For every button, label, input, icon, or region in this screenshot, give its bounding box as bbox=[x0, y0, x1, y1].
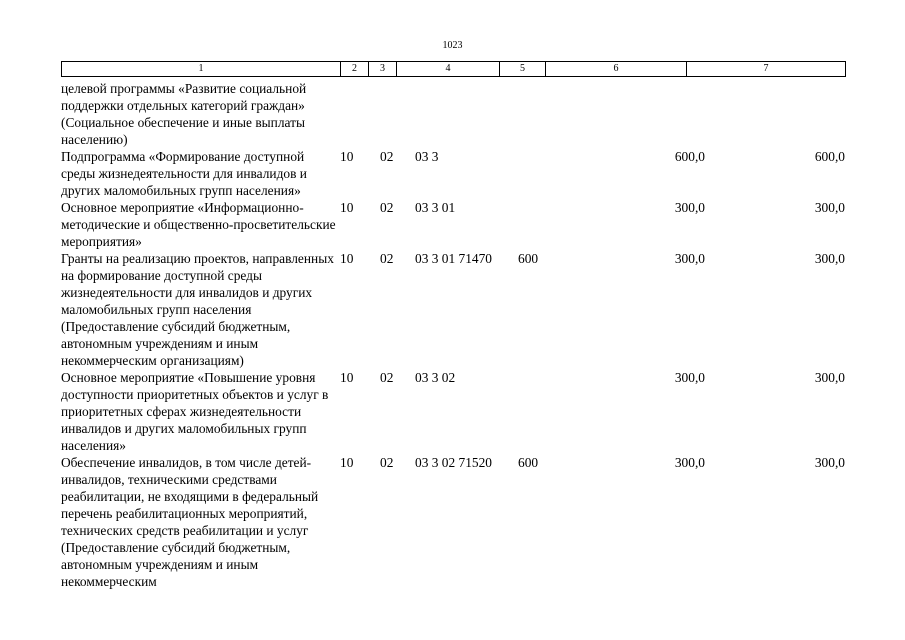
table-row bbox=[61, 148, 845, 199]
row-amount-1: 300,0 bbox=[674, 200, 705, 215]
row-section: 10 bbox=[340, 370, 354, 385]
page-number: 1023 bbox=[442, 40, 463, 51]
column-header-2: 2 bbox=[341, 62, 369, 77]
column-header-6: 6 bbox=[546, 62, 687, 77]
row-amount-2: 300,0 bbox=[814, 251, 845, 266]
row-amount-2: 300,0 bbox=[814, 200, 845, 215]
budget-table bbox=[61, 80, 845, 590]
row-expense-type: 600 bbox=[518, 251, 539, 266]
row-target-article: 03 3 bbox=[415, 149, 439, 164]
column-header-7: 7 bbox=[687, 62, 846, 77]
row-amount-1: 300,0 bbox=[674, 455, 705, 470]
table-row bbox=[61, 369, 845, 454]
row-amount-2: 300,0 bbox=[814, 455, 845, 470]
row-name: Обеспечение инвалидов, в том числе детей-инвалидов, техническими средствами реабилитации, не входящими в федеральный перечень реабилитационных мероприятий, технических средств реабилитации и услуг (Предоставление субсидий бюджетным, автономным учреждениям и иным некоммерческим bbox=[61, 455, 319, 589]
row-amount-2: 300,0 bbox=[814, 370, 845, 385]
table-row bbox=[61, 250, 845, 369]
row-amount-1: 300,0 bbox=[674, 370, 705, 385]
row-subsection: 02 bbox=[380, 200, 394, 215]
row-amount-2: 600,0 bbox=[814, 149, 845, 164]
row-section: 10 bbox=[340, 149, 354, 164]
row-expense-type bbox=[518, 80, 564, 148]
row-expense-type bbox=[518, 199, 564, 250]
row-section bbox=[340, 80, 380, 148]
row-subsection: 02 bbox=[380, 251, 394, 266]
column-header-3: 3 bbox=[369, 62, 397, 77]
row-subsection: 02 bbox=[380, 149, 394, 164]
table-row bbox=[61, 80, 845, 148]
column-header-row bbox=[61, 61, 846, 77]
row-expense-type bbox=[518, 369, 564, 454]
column-header-4: 4 bbox=[397, 62, 500, 77]
row-amount-1 bbox=[564, 80, 705, 148]
table-row bbox=[61, 454, 845, 590]
table-row bbox=[61, 199, 845, 250]
row-target-article: 03 3 02 71520 bbox=[415, 455, 492, 470]
row-target-article bbox=[415, 80, 518, 148]
row-name: целевой программы «Развитие социальной поддержки отдельных категорий граждан» (Социальное обеспечение и иные выплаты населению) bbox=[61, 81, 307, 147]
row-subsection bbox=[380, 80, 415, 148]
column-header-1: 1 bbox=[62, 62, 341, 77]
row-target-article: 03 3 01 71470 bbox=[415, 251, 492, 266]
row-amount-1: 600,0 bbox=[674, 149, 705, 164]
row-amount-2 bbox=[705, 80, 845, 148]
row-amount-1: 300,0 bbox=[674, 251, 705, 266]
row-section: 10 bbox=[340, 251, 354, 266]
row-subsection: 02 bbox=[380, 370, 394, 385]
row-name: Основное мероприятие «Информационно-методические и общественно-просветительские мероприятия» bbox=[61, 200, 336, 249]
row-subsection: 02 bbox=[380, 455, 394, 470]
row-expense-type: 600 bbox=[518, 455, 539, 470]
row-section: 10 bbox=[340, 455, 354, 470]
row-name: Подпрограмма «Формирование доступной среды жизнедеятельности для инвалидов и других маломобильных групп населения» bbox=[61, 149, 307, 198]
row-target-article: 03 3 02 bbox=[415, 370, 456, 385]
row-name: Гранты на реализацию проектов, направленных на формирование доступной среды жизнедеятельности для инвалидов и других маломобильных групп населения (Предоставление субсидий бюджетным, автономным учреждениям и иным некоммерческим организациям) bbox=[61, 251, 334, 368]
row-section: 10 bbox=[340, 200, 354, 215]
row-name: Основное мероприятие «Повышение уровня доступности приоритетных объектов и услуг в приоритетных сферах жизнедеятельности инвалидов и других маломобильных групп населения» bbox=[61, 370, 329, 453]
row-expense-type bbox=[518, 148, 564, 199]
row-target-article: 03 3 01 bbox=[415, 200, 456, 215]
column-header-5: 5 bbox=[500, 62, 546, 77]
